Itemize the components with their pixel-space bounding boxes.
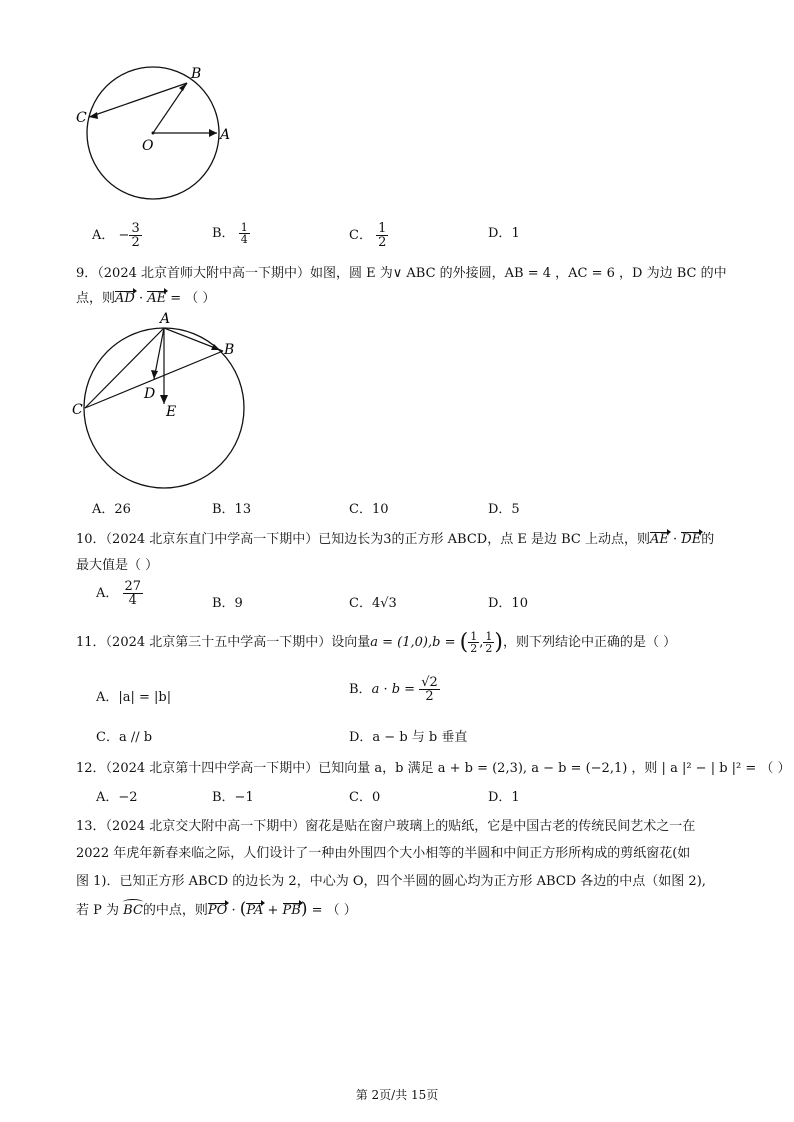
q10-option-d[interactable]: D．10 xyxy=(488,596,528,611)
page-footer: 第 2页/共 15页 xyxy=(355,1088,439,1102)
q12-option-d[interactable]: D．1 xyxy=(488,790,520,805)
q10-option-c[interactable]: C．4√3 xyxy=(349,596,397,611)
q9-option-b[interactable]: B．13 xyxy=(212,502,252,517)
q13-stem-line3: 图 1)．已知正方形 ABCD 的边长为 2，中心为 O，四个半圆的圆心均为正方形 ABCD 各边的中点（如图 2), xyxy=(76,874,706,889)
vector-ae: AE xyxy=(147,291,167,306)
q11-option-c[interactable]: C．a // b xyxy=(96,730,153,745)
q8-option-d[interactable]: D．1 xyxy=(488,226,520,241)
q10-stem-line1: 10．（2024 北京东直门中学高一下期中）已知边长为3的正方形 ABCD，点 E 是边 BC 上动点，则AE · DE的 xyxy=(76,532,715,547)
q10-option-b[interactable]: B．9 xyxy=(212,596,243,611)
q9-option-a[interactable]: A．26 xyxy=(92,502,131,517)
vector-pa: PA xyxy=(246,903,264,918)
q10-option-a[interactable]: A． $\frac{27}{4}$ xyxy=(96,579,142,608)
q8-option-b[interactable]: B． $\frac{1}{4}$ xyxy=(212,221,248,246)
q10-stem-line2: 最大值是（ ） xyxy=(76,558,159,573)
q8-option-a[interactable]: A． − $\frac{3}{2}$ xyxy=(92,221,140,250)
vector-ae: AE xyxy=(649,532,669,547)
label-O: O xyxy=(142,138,154,154)
vector-po: PO xyxy=(207,903,228,918)
q12-option-b[interactable]: B．−1 xyxy=(212,790,254,805)
q9-option-d[interactable]: D．5 xyxy=(488,502,520,517)
q9-stem-line1: 9．（2024 北京首师大附中高一下期中）如图，圆 E 为∨ ABC 的外接圆，AB = 4 ，AC = 6 ，D 为边 BC 的中 xyxy=(76,266,727,281)
figure-q9-circle xyxy=(68,306,258,491)
q11-option-d[interactable]: D．a − b 与 b 垂直 xyxy=(349,730,468,745)
q11-option-a[interactable]: A．|a| = |b| xyxy=(96,690,172,705)
q11-option-b[interactable]: B．a · b = $\frac{√2}{2}$ xyxy=(349,675,438,704)
q12-option-a[interactable]: A．−2 xyxy=(96,790,138,805)
label-C: C xyxy=(76,110,87,126)
label-C: C xyxy=(72,402,83,418)
vector-de: DE xyxy=(681,532,702,547)
q11-stem-line1: 11．（2024 北京第三十五中学高一下期中）设向量a = (1,0),b = ( $\frac{1}{2}$ , $\frac{1}{2}$ )，则下列结论中正确的是（ ） xyxy=(76,630,677,655)
q9-option-c[interactable]: C．10 xyxy=(349,502,389,517)
label-D: D xyxy=(144,386,156,402)
label-A: A xyxy=(160,311,171,327)
arc-bc: BC xyxy=(123,903,143,918)
q13-stem-line4: 若 P 为 BC的中点，则PO · (PA + PB) = （ ） xyxy=(76,899,357,919)
q12-stem-line1: 12．（2024 北京第十四中学高一下期中）已知向量 a，b 满足 a + b = (2,3), a − b = (−2,1) ，则 | a |² − | b |² = （ ） xyxy=(76,761,791,776)
label-B: B xyxy=(224,342,235,358)
q9-stem-line2: 点，则AD · AE = （ ） xyxy=(76,291,216,306)
q13-stem-line2: 2022 年虎年新春来临之际，人们设计了一种由外围四个大小相等的半圆和中间正方形所构成的剪纸窗花(如 xyxy=(76,846,691,861)
q12-option-c[interactable]: C．0 xyxy=(349,790,381,805)
label-A: A xyxy=(220,127,231,143)
vector-ad: AD xyxy=(115,291,135,306)
q8-option-c[interactable]: C． $\frac{1}{2}$ xyxy=(349,221,387,250)
q13-stem-line1: 13．（2024 北京交大附中高一下期中）窗花是贴在窗户玻璃上的贴纸，它是中国古老的传统民间艺术之一在 xyxy=(76,819,696,834)
label-B: B xyxy=(191,66,202,82)
vector-pb: PB xyxy=(282,903,301,918)
figure-q8-circle xyxy=(70,58,250,208)
label-E: E xyxy=(166,404,177,420)
